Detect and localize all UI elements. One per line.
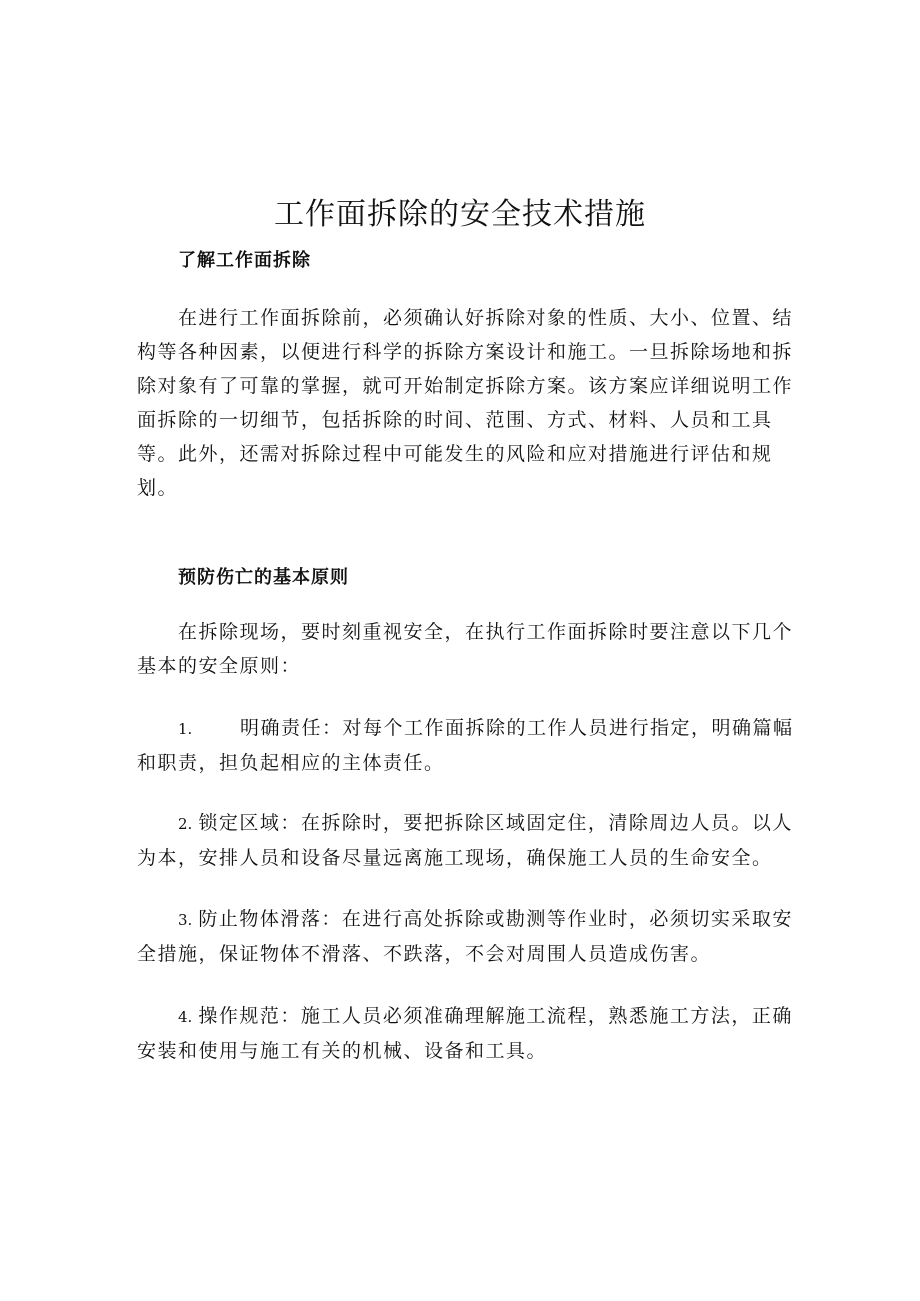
list-item-number: 1.	[178, 720, 193, 738]
list-item	[137, 999, 797, 1068]
list-item-text: 防止物体滑落：在进行高处拆除或勘测等作业时，必须切实采取安全措施，保证物体不滑落、不跌落，不会对周围人员造成伤害。	[137, 908, 793, 965]
list-item-text: 锁定区域：在拆除时，要把拆除区域固定住，清除周边人员。以人为本，安排人员和设备尽量远离施工现场，确保施工人员的生命安全。	[137, 812, 793, 869]
list-item-text: 操作规范：施工人员必须准确理解施工流程，熟悉施工方法，正确安装和使用与施工有关的机械、设备和工具。	[137, 1005, 793, 1062]
paragraph-understand-text: 在进行工作面拆除前，必须确认好拆除对象的性质、大小、位置、结构等各种因素，以便进行科学的拆除方案设计和施工。一旦拆除场地和拆除对象有了可靠的掌握，就可开始制定拆除方案。该方案应详细说明工作面拆除的一切细节，包括拆除的时间、范围、方式、材料、人员和工具等。此外，还需对拆除过程中可能发生的风险和应对措施进行评估和规划。	[137, 307, 794, 499]
list-item	[137, 806, 797, 875]
list-item	[137, 902, 797, 971]
paragraph-understand	[137, 301, 797, 505]
section-heading-principles: 预防伤亡的基本原则	[178, 567, 349, 588]
list-item-number: 3.	[178, 911, 193, 929]
list-item-text: 明确责任：对每个工作面拆除的工作人员进行指定，明确篇幅和职责，担负起相应的主体责任。	[137, 717, 794, 774]
paragraph-principles-intro	[137, 615, 797, 683]
paragraph-principles-intro-text: 在拆除现场，要时刻重视安全，在执行工作面拆除时要注意以下几个基本的安全原则：	[137, 621, 794, 677]
page-title: 工作面拆除的安全技术措施	[274, 197, 646, 232]
list-item	[137, 711, 797, 780]
section-heading-understand: 了解工作面拆除	[178, 250, 311, 271]
list-item-number: 2.	[178, 815, 193, 833]
list-item-number: 4.	[178, 1008, 193, 1026]
